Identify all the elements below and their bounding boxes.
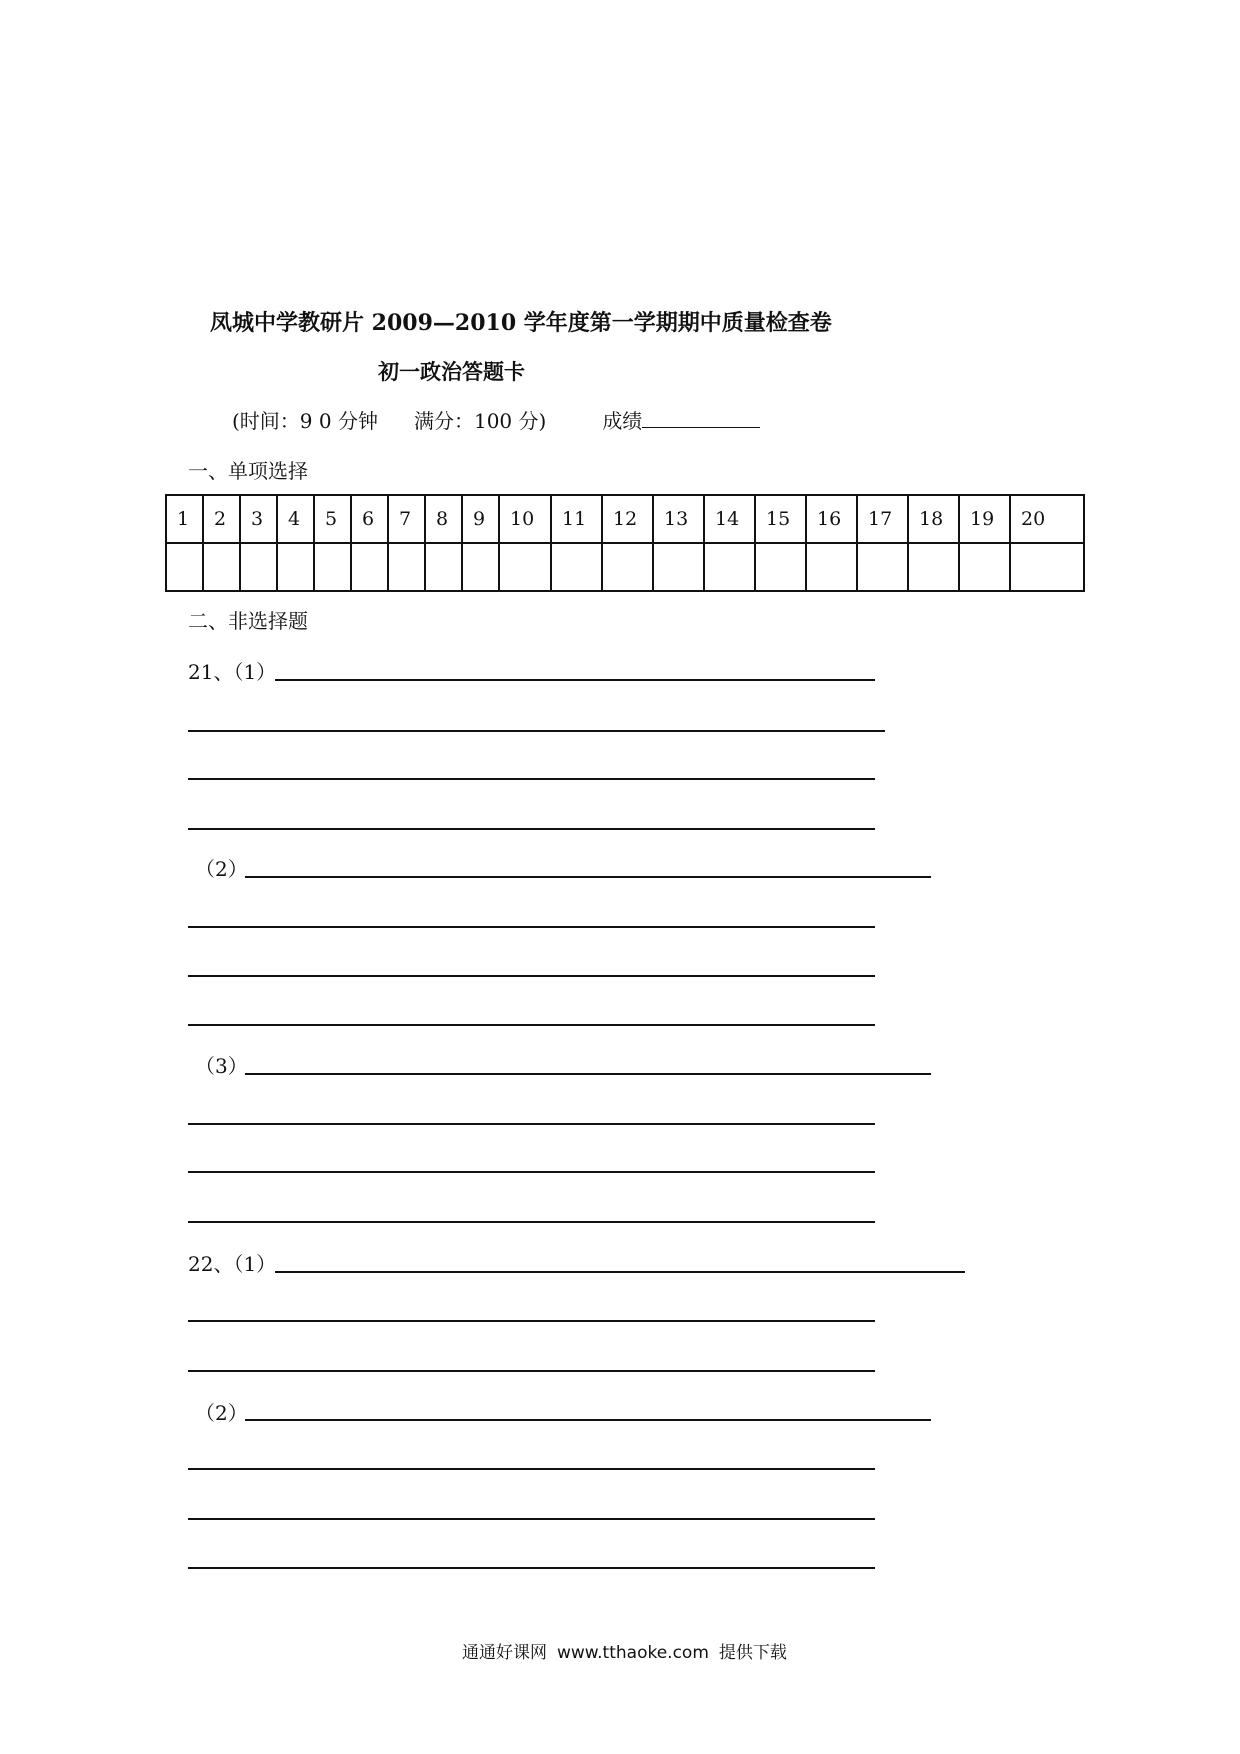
answer-line[interactable]	[275, 679, 875, 681]
question-number: 6	[351, 495, 388, 543]
question-number: 17	[857, 495, 908, 543]
answer-line[interactable]	[188, 1370, 875, 1372]
footer-url[interactable]: www.tthaoke.com	[557, 1643, 709, 1663]
question-number: 15	[755, 495, 806, 543]
q21-3-label: （3）	[195, 1054, 248, 1078]
answer-box[interactable]	[462, 543, 499, 591]
answer-box[interactable]	[277, 543, 314, 591]
question-number: 14	[704, 495, 755, 543]
q21-1-label: 21、（1）	[188, 660, 277, 684]
answer-line[interactable]	[188, 1221, 875, 1223]
answer-line[interactable]	[188, 730, 885, 732]
answer-box[interactable]	[388, 543, 425, 591]
question-number: 11	[551, 495, 602, 543]
answer-box[interactable]	[1010, 543, 1084, 591]
question-number: 7	[388, 495, 425, 543]
answer-line[interactable]	[188, 1123, 875, 1125]
exam-title: 凤城中学教研片 2009—2010 学年度第一学期期中质量检查卷	[210, 310, 832, 336]
answer-line[interactable]	[245, 876, 931, 878]
answer-table	[165, 494, 1085, 592]
answer-line[interactable]	[245, 1073, 931, 1075]
section-1-heading: 一、单项选择	[188, 459, 308, 483]
answer-line[interactable]	[188, 1320, 875, 1322]
question-number: 12	[602, 495, 653, 543]
answer-box[interactable]	[499, 543, 551, 591]
answer-box[interactable]	[704, 543, 755, 591]
answer-box[interactable]	[240, 543, 277, 591]
answer-box[interactable]	[602, 543, 653, 591]
question-number: 3	[240, 495, 277, 543]
answer-box[interactable]	[653, 543, 704, 591]
answer-box[interactable]	[908, 543, 959, 591]
question-number: 1	[166, 495, 203, 543]
exam-info	[232, 405, 760, 434]
full-marks-label: 满分：100 分)	[413, 409, 547, 433]
question-number: 13	[653, 495, 704, 543]
question-number: 20	[1010, 495, 1084, 543]
answer-line[interactable]	[188, 778, 875, 780]
question-number: 19	[959, 495, 1010, 543]
answer-box[interactable]	[959, 543, 1010, 591]
answer-box[interactable]	[806, 543, 857, 591]
answer-line[interactable]	[188, 1171, 875, 1173]
answer-box[interactable]	[314, 543, 351, 591]
question-number: 16	[806, 495, 857, 543]
answer-line[interactable]	[188, 828, 875, 830]
answer-box[interactable]	[857, 543, 908, 591]
answer-line[interactable]	[188, 1518, 875, 1520]
question-number: 18	[908, 495, 959, 543]
answer-card-subtitle: 初一政治答题卡	[378, 359, 525, 384]
question-number: 4	[277, 495, 314, 543]
section-2-heading: 二、非选择题	[188, 609, 308, 633]
answer-line[interactable]	[188, 975, 875, 977]
answer-line[interactable]	[245, 1419, 931, 1421]
answer-line[interactable]	[188, 1567, 875, 1569]
time-label: (时间：9 0 分钟	[232, 409, 378, 433]
answer-number-row	[166, 495, 1084, 543]
answer-line[interactable]	[188, 926, 875, 928]
answer-line[interactable]	[275, 1271, 965, 1273]
footer	[462, 1638, 797, 1663]
q22-1-label: 22、（1）	[188, 1252, 277, 1276]
score-label: 成绩	[602, 409, 643, 433]
footer-site-name: 通通好课网	[462, 1643, 547, 1663]
q21-2-label: （2）	[195, 857, 248, 881]
answer-box[interactable]	[166, 543, 203, 591]
answer-box-row	[166, 543, 1084, 591]
question-number: 2	[203, 495, 240, 543]
answer-line[interactable]	[188, 1024, 875, 1026]
answer-line[interactable]	[188, 1468, 875, 1470]
question-number: 8	[425, 495, 462, 543]
question-number: 5	[314, 495, 351, 543]
answer-box[interactable]	[551, 543, 602, 591]
footer-suffix: 提供下载	[718, 1643, 787, 1663]
answer-box[interactable]	[425, 543, 462, 591]
answer-box[interactable]	[351, 543, 388, 591]
score-field[interactable]	[642, 407, 760, 428]
q22-2-label: （2）	[195, 1401, 248, 1425]
question-number: 9	[462, 495, 499, 543]
answer-box[interactable]	[755, 543, 806, 591]
question-number: 10	[499, 495, 551, 543]
answer-box[interactable]	[203, 543, 240, 591]
